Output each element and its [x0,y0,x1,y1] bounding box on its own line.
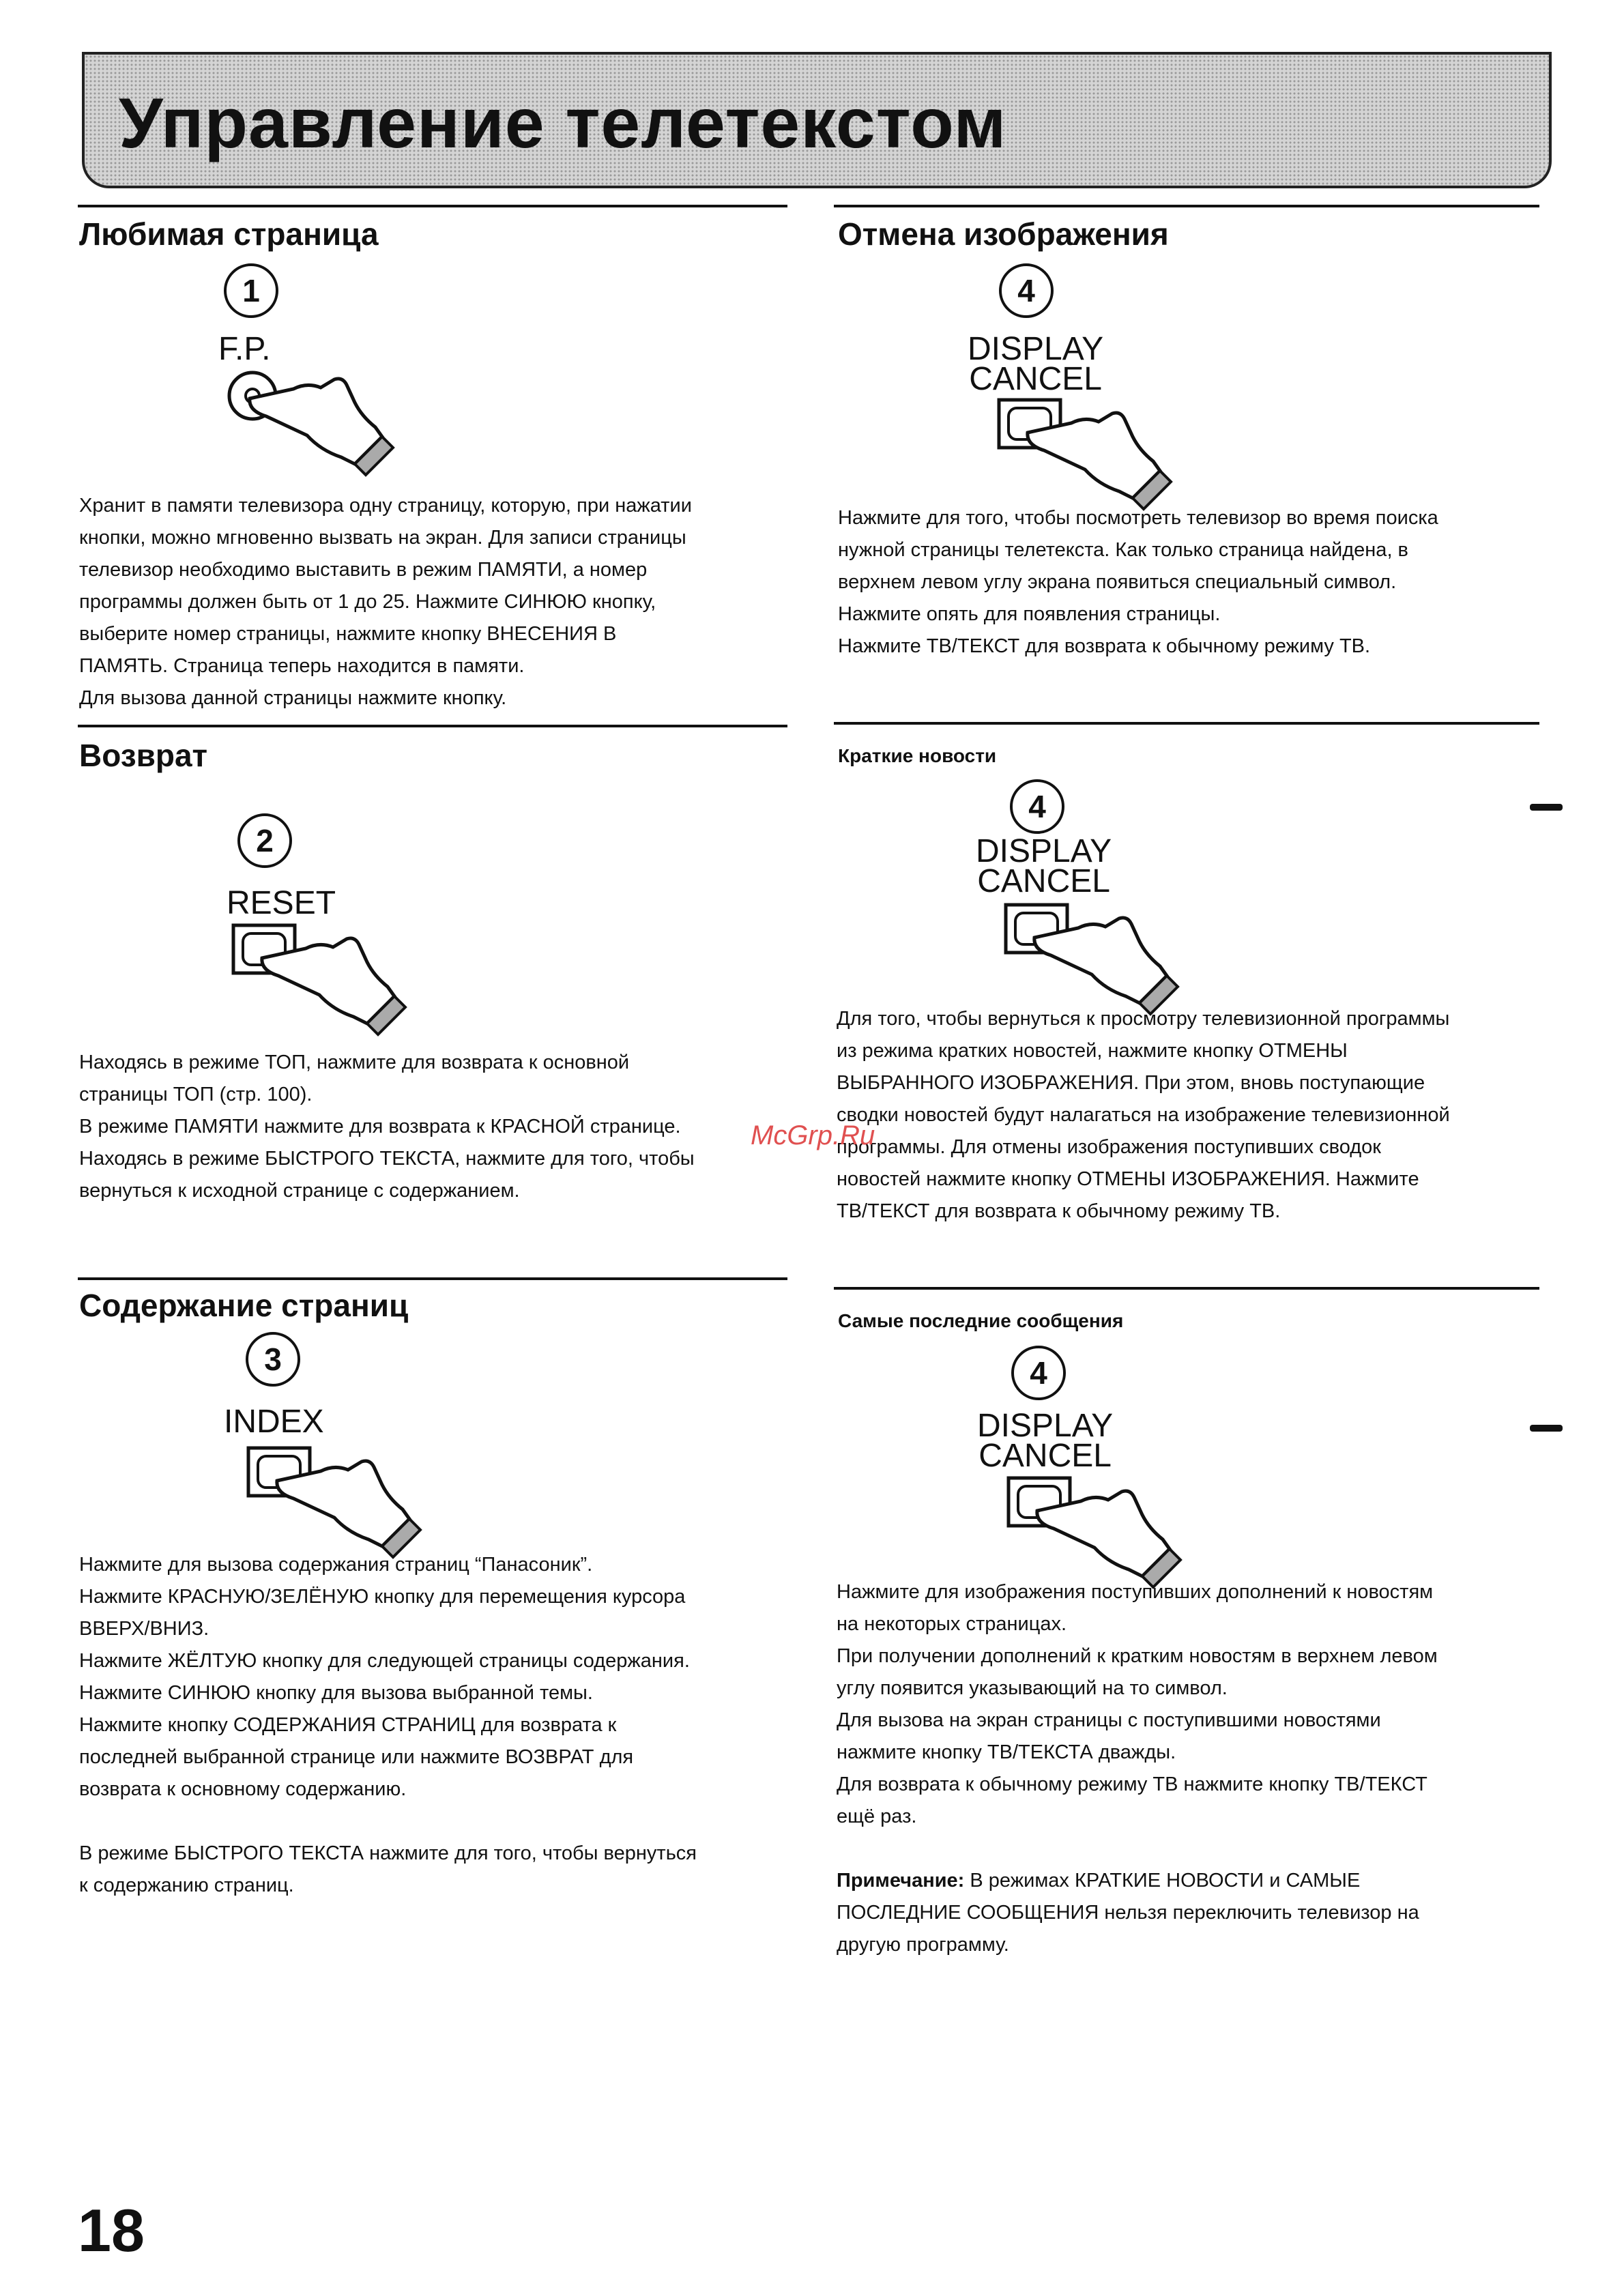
watermark: McGrp.Ru [751,1120,875,1150]
paragraph-gap [837,1833,1560,1865]
text-line: Нажмите ЖЁЛТУЮ кнопку для следующей страницы содержания. [79,1650,690,1672]
text-line: телевизор необходимо выставить в режим ПАМЯТИ, а номер [79,559,648,581]
section-heading-favourite-page: Любимая страница [79,216,379,252]
text-line: ТВ/ТЕКСТ для возврата к обычному режиму ТВ. [837,1200,1281,1222]
text-line: Нажмите ТВ/ТЕКСТ для возврата к обычному режиму ТВ. [838,635,1371,657]
text-line: В режиме БЫСТРОГО ТЕКСТА нажмите для того, чтобы вернуться [79,1842,697,1864]
text-line: углу появится указывающий на то символ. [837,1677,1228,1699]
text-line: нужной страницы телетекста. Как только страница найдена, в [838,539,1408,561]
page-number: 18 [78,2197,145,2264]
text-line: В режиме ПАМЯТИ нажмите для возврата к КРАСНОЙ странице. [79,1116,681,1138]
section-heading-display-cancel: Отмена изображения [838,216,1169,252]
section-text-news-flash [837,1003,1560,1228]
section-text-favourite-page [79,490,789,714]
text-line: новостей нажмите кнопку ОТМЕНЫ ИЗОБРАЖЕНИЯ. Нажмите [837,1168,1419,1190]
label-line: DISPLAY [976,833,1112,869]
button-label-display-cancel [976,833,1112,899]
text-line: Находясь в режиме ТОП, нажмите для возврата к основной [79,1052,630,1073]
label-line: CANCEL [969,361,1102,397]
section-heading-reset: Возврат [79,738,208,773]
step-number-badge: 2 [237,813,292,868]
text-line: Нажмите кнопку СОДЕРЖАНИЯ СТРАНИЦ для возврата к [79,1714,617,1736]
pressing-hand-icon [231,921,408,1044]
note-line [837,1865,1560,1897]
text-line: страницы ТОП (стр. 100). [79,1084,313,1105]
text-line: ВВЕРХ/ВНИЗ. [79,1618,209,1640]
text-line: Нажмите КРАСНУЮ/ЗЕЛЁНУЮ кнопку для перемещения курсора [79,1586,686,1608]
text-line: программы. Для отмены изображения поступивших сводок [837,1136,1381,1158]
text-line: При получении дополнений к кратким новостям в верхнем левом [837,1645,1438,1667]
note-text: другую программу. [837,1934,1009,1956]
text-line: к содержанию страниц. [79,1874,294,1896]
text-line: сводки новостей будут налагаться на изображение телевизионной [837,1104,1450,1126]
button-label-reset: RESET [227,885,336,921]
text-line: на некоторых страницах. [837,1613,1067,1635]
section-text-latest-messages [837,1576,1560,1961]
section-divider [78,1277,787,1280]
text-line: из режима кратких новостей, нажмите кнопку ОТМЕНЫ [837,1040,1348,1062]
text-line: верхнем левом углу экрана появиться специальный символ. [838,571,1397,593]
section-divider [78,205,787,207]
step-number-badge: 4 [999,263,1054,318]
text-line: ВЫБРАННОГО ИЗОБРАЖЕНИЯ. При этом, вновь поступающие [837,1072,1425,1094]
button-label-fp: F.P. [218,331,271,367]
paragraph-gap [79,1806,802,1838]
text-line: Нажмите для изображения поступивших дополнений к новостям [837,1581,1434,1603]
step-number-badge: 3 [246,1332,300,1387]
edge-tab-mark [1530,1425,1563,1432]
title-banner [82,52,1552,188]
text-line: нажмите кнопку ТВ/ТЕКСТА дважды. [837,1741,1176,1763]
step-number-badge: 4 [1011,1346,1066,1400]
text-line: Нажмите для того, чтобы посмотреть телевизор во время поиска [838,507,1438,529]
text-line: вернуться к исходной странице с содержанием. [79,1180,520,1202]
text-line: Для вызова данной страницы нажмите кнопку. [79,687,507,709]
text-line: Для возврата к обычному режиму ТВ нажмите кнопку ТВ/ТЕКСТ [837,1773,1427,1795]
button-label-display-cancel [968,331,1104,397]
section-divider [834,205,1539,207]
section-divider [834,1287,1539,1290]
label-line: DISPLAY [977,1408,1114,1444]
section-heading-latest-messages: Самые последние сообщения [838,1310,1124,1331]
step-number-badge: 4 [1010,779,1064,834]
text-line: Нажмите СИНЮЮ кнопку для вызова выбранной темы. [79,1682,593,1704]
section-heading-news-flash: Краткие новости [838,745,997,766]
edge-tab-mark [1530,804,1563,811]
label-line: CANCEL [978,1438,1112,1474]
text-line: программы должен быть от 1 до 25. Нажмите СИНЮЮ кнопку, [79,591,656,613]
text-line: выберите номер страницы, нажмите кнопку ВНЕСЕНИЯ В [79,623,617,645]
label-line: CANCEL [977,863,1110,899]
button-label-index: INDEX [224,1404,324,1440]
section-text-display-cancel [838,502,1548,663]
text-line: Для того, чтобы вернуться к просмотру телевизионной программы [837,1008,1450,1030]
button-label-display-cancel [977,1408,1114,1474]
section-text-index [79,1549,802,1902]
pressing-hand-icon [246,1444,423,1567]
note-text: В режимах КРАТКИЕ НОВОСТИ и САМЫЕ [964,1870,1361,1892]
text-line: последней выбранной странице или нажмите ВОЗВРАТ для [79,1746,634,1768]
page-title: Управление телетекстом [119,84,1007,163]
label-line: DISPLAY [968,331,1104,367]
note-label: Примечание: [837,1870,965,1892]
step-number-badge: 1 [224,263,278,318]
text-line: Находясь в режиме БЫСТРОГО ТЕКСТА, нажмите для того, чтобы [79,1148,695,1170]
text-line: ПАМЯТЬ. Страница теперь находится в памяти. [79,655,525,677]
text-line: ещё раз. [837,1806,917,1827]
text-line: Хранит в памяти телевизора одну страницу, которую, при нажатии [79,495,692,517]
text-line: Нажмите для вызова содержания страниц “Панасоник”. [79,1554,593,1576]
text-line: Нажмите опять для появления страницы. [838,603,1221,625]
pressing-hand-icon [996,396,1174,519]
section-heading-index: Содержание страниц [79,1288,409,1323]
text-line: кнопки, можно мгновенно вызвать на экран. Для записи страницы [79,527,686,549]
section-divider [78,725,787,727]
section-text-reset [79,1047,802,1207]
pressing-hand-icon [218,362,396,484]
text-line: Для вызова на экран страницы с поступившими новостями [837,1709,1381,1731]
section-divider [834,722,1539,725]
text-line: возврата к основному содержанию. [79,1778,407,1800]
note-text: ПОСЛЕДНИЕ СООБЩЕНИЯ нельзя переключить телевизор на [837,1902,1419,1924]
